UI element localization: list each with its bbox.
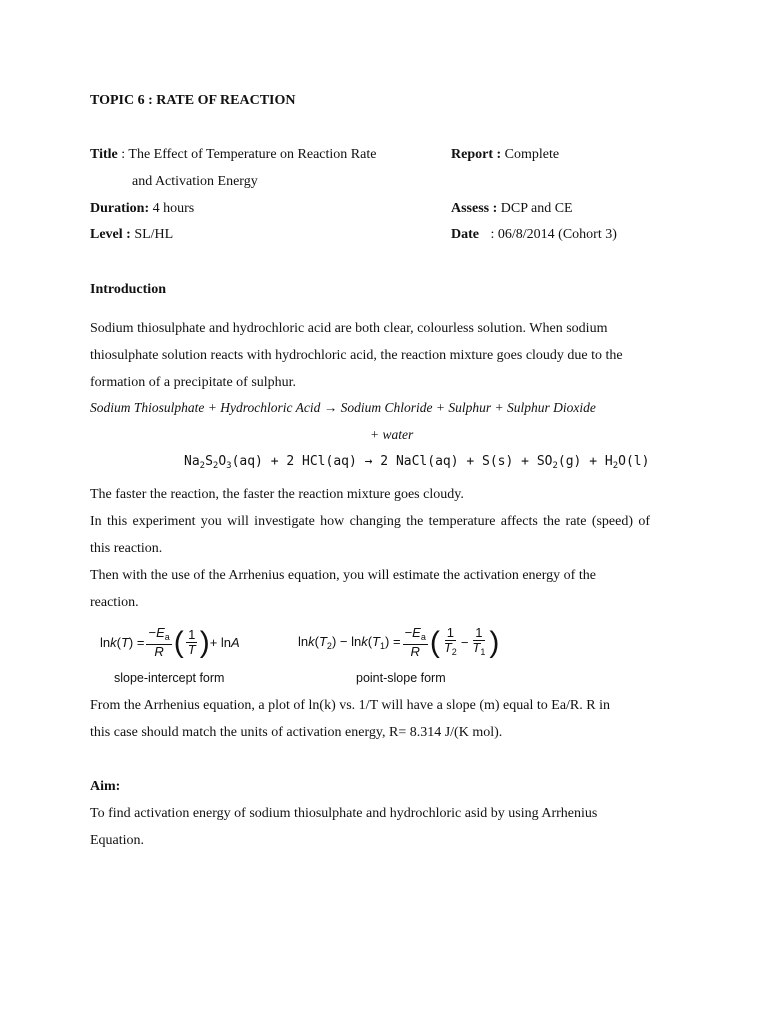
intro-line: The faster the reaction, the faster the reaction mixture goes cloudy. — [90, 487, 464, 502]
level-label: Level : — [90, 227, 131, 242]
intro-line: Sodium thiosulphate and hydrochloric acid are both clear, colourless solution. When sodium — [90, 321, 608, 336]
arrhenius-slope-intercept-equation: lnk(T) = $\frac{-E_a}{R}$ ( $\frac{1}{T}$ ) + lnA — [100, 625, 240, 659]
date-value: : 06/8/2014 (Cohort 3) — [490, 227, 617, 242]
aim-heading: Aim: — [90, 779, 121, 794]
title-value-cont: and Activation Energy — [132, 174, 258, 189]
assess-label: Assess : — [451, 201, 498, 216]
aim-line: To find activation energy of sodium thiosulphate and hydrochloric asid by using Arrhenius — [90, 806, 598, 821]
duration-label: Duration: — [90, 201, 150, 216]
intro-line: formation of a precipitate of sulphur. — [90, 375, 297, 390]
date-label: Date — [451, 227, 479, 242]
intro-line: Then with the use of the Arrhenius equation, you will estimate the activation energy of the — [90, 568, 596, 583]
explanation-line: From the Arrhenius equation, a plot of ln(k) vs. 1/T will have a slope (m) equal to Ea/R. R in — [90, 698, 610, 713]
level-value: SL/HL — [134, 227, 174, 242]
arrhenius-explanation — [90, 692, 650, 746]
caption-slope-intercept: slope-intercept form — [114, 671, 225, 685]
word-equation-line1: Sodium Thiosulphate + Hydrochloric Acid → Sodium Chloride + Sulphur + Sulphur Dioxide — [90, 400, 596, 415]
duration-value: 4 hours — [152, 201, 195, 216]
intro-line: reaction. — [90, 595, 139, 610]
intro-line: In this experiment you will investigate how changing the temperature affects the rate (speed) of — [90, 514, 650, 529]
arrhenius-point-slope-equation: $\ln k(T_2) - \ln k(T_1)$ = $\frac{-E_a}{R}$ ( $\frac{1}{T_2}$ − $\frac{1}{T_1}$ ) — [298, 625, 500, 659]
introduction-lines-after — [90, 481, 650, 616]
chemical-equation: $Na_2S_2O_3(aq) + 2$ HCl(aq) → 2 NaCl(aq) + $S(s) + SO_2(g) + H_2O(l)$ — [184, 454, 650, 471]
title-label: Title — [90, 147, 118, 162]
introduction-heading: Introduction — [90, 282, 166, 297]
explanation-line: this case should match the units of activation energy, R= 8.314 J/(K mol). — [90, 725, 503, 740]
introduction-paragraph — [90, 315, 650, 396]
caption-point-slope: point-slope form — [356, 671, 446, 685]
topic-heading: TOPIC 6 : RATE OF REACTION — [90, 93, 296, 108]
aim-paragraph — [90, 800, 650, 854]
level-row — [90, 227, 173, 243]
word-equation-line2: + water — [370, 427, 414, 442]
intro-line: this reaction. — [90, 541, 163, 556]
report-row — [451, 147, 559, 163]
report-label: Report : — [451, 147, 502, 162]
intro-line: thiosulphate solution reacts with hydrochloric acid, the reaction mixture goes cloudy due to the — [90, 348, 623, 363]
assess-row — [451, 201, 573, 217]
date-row — [451, 227, 617, 243]
duration-row — [90, 201, 194, 217]
assess-value: DCP and CE — [500, 201, 573, 216]
title-value: : The Effect of Temperature on Reaction Rate — [121, 147, 377, 162]
aim-line: Equation. — [90, 833, 145, 848]
title-row — [90, 147, 376, 163]
report-value: Complete — [504, 147, 560, 162]
